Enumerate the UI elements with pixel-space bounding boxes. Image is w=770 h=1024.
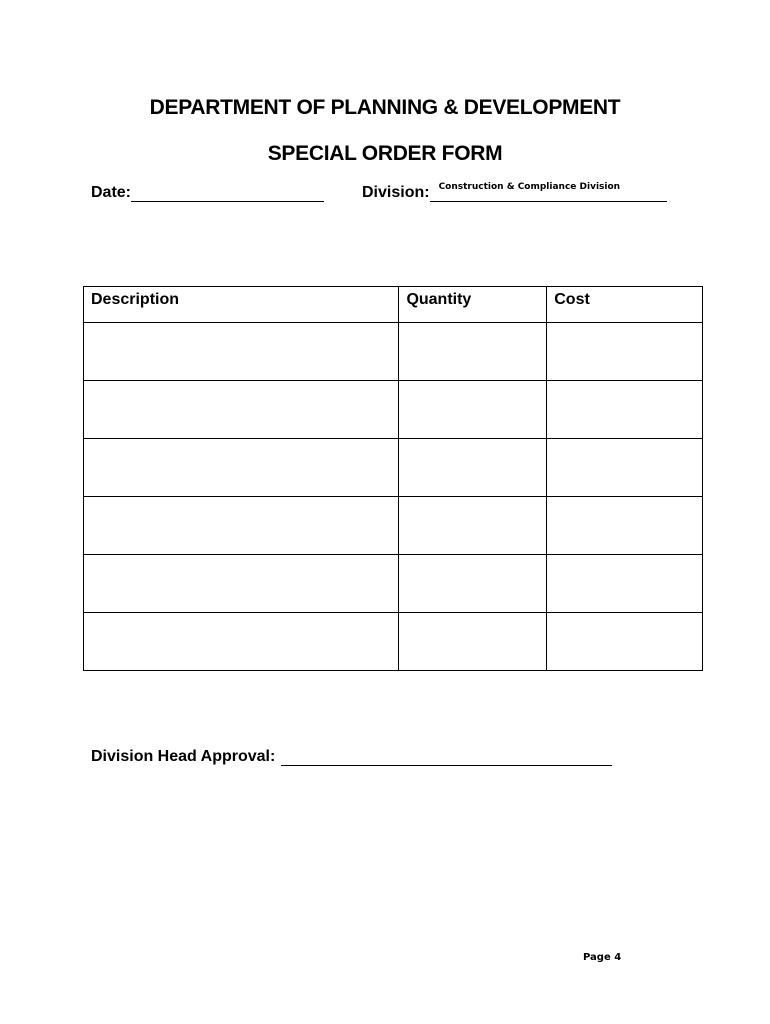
- table-row: [84, 323, 703, 381]
- table-row: [84, 613, 703, 671]
- cost-cell[interactable]: [547, 497, 703, 555]
- page-number: Page 4: [583, 952, 622, 963]
- form-title: DEPARTMENT OF PLANNING & DEVELOPMENT: [149, 96, 621, 119]
- table-row: [84, 381, 703, 439]
- quantity-cell[interactable]: [399, 439, 547, 497]
- cost-cell[interactable]: [547, 439, 703, 497]
- column-header-description: Description: [84, 287, 399, 323]
- date-label: Date:: [91, 184, 132, 201]
- column-header-cost: Cost: [547, 287, 703, 323]
- table-header-row: [84, 287, 703, 323]
- approval-label: Division Head Approval:: [91, 748, 276, 765]
- cost-cell[interactable]: [547, 555, 703, 613]
- division-input[interactable]: [430, 182, 667, 202]
- quantity-cell[interactable]: [399, 555, 547, 613]
- cost-cell[interactable]: [547, 381, 703, 439]
- description-cell[interactable]: [84, 613, 399, 671]
- description-cell[interactable]: [84, 555, 399, 613]
- division-value: Construction & Compliance Division: [438, 182, 621, 192]
- form-subtitle: SPECIAL ORDER FORM: [267, 142, 503, 165]
- approval-signature-input[interactable]: [281, 749, 612, 766]
- table-row: [84, 439, 703, 497]
- description-cell[interactable]: [84, 497, 399, 555]
- table-row: [84, 555, 703, 613]
- table-row: [84, 497, 703, 555]
- column-header-quantity: Quantity: [399, 287, 547, 323]
- date-input[interactable]: [131, 185, 324, 202]
- description-cell[interactable]: [84, 323, 399, 381]
- description-cell[interactable]: [84, 381, 399, 439]
- quantity-cell[interactable]: [399, 323, 547, 381]
- quantity-cell[interactable]: [399, 497, 547, 555]
- division-label: Division:: [362, 184, 430, 201]
- division-field: [362, 184, 667, 202]
- approval-field: [91, 748, 612, 766]
- order-table: [83, 286, 703, 671]
- cost-cell[interactable]: [547, 613, 703, 671]
- quantity-cell[interactable]: [399, 613, 547, 671]
- description-cell[interactable]: [84, 439, 399, 497]
- cost-cell[interactable]: [547, 323, 703, 381]
- quantity-cell[interactable]: [399, 381, 547, 439]
- date-field: [91, 184, 324, 202]
